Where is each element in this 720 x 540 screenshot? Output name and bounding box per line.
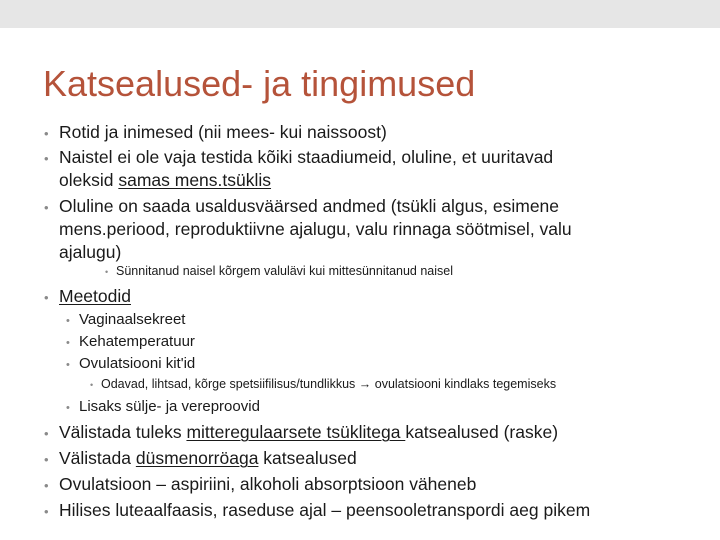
bullet-text: Vaginaalsekreet	[79, 311, 186, 328]
bullet-marker: •	[66, 359, 70, 371]
sub-sub-bullet-line	[105, 264, 454, 279]
bullet-marker: •	[44, 426, 49, 441]
bullet-line	[44, 474, 477, 495]
bullet-text: Lisaks sülje- ja vereproovid	[79, 398, 260, 415]
sub-bullet-line	[66, 355, 196, 373]
bullet-text: Sünnitanud naisel kõrgem valulävi kui mittesünnitanud naisel	[116, 264, 454, 278]
bullet-marker: •	[44, 200, 49, 215]
underlined-text: Meetodid	[59, 286, 131, 306]
sub-bullet-line	[66, 311, 186, 329]
bullet-marker: •	[105, 267, 109, 277]
bullet-marker: •	[44, 151, 49, 166]
bullet-text: Odavad, lihtsad, kõrge spetsiifilisus/tundlikkus → ovulatsiooni kindlaks tegemiseks	[101, 377, 557, 391]
bullet-text: mens.periood, reproduktiivne ajalugu, valu rinnaga söötmisel, valu	[59, 219, 572, 239]
bullet-marker: •	[66, 402, 70, 414]
bullet-marker: •	[66, 337, 70, 349]
bullet-marker: •	[44, 452, 49, 467]
bullet-line	[44, 422, 559, 443]
bullet-marker: •	[44, 290, 49, 305]
bullet-line	[44, 286, 131, 307]
bullet-line	[44, 196, 560, 217]
sub-sub-bullet-line	[90, 377, 557, 392]
bullet-continuation	[59, 219, 572, 240]
bullet-line	[44, 147, 554, 168]
bullet-marker: •	[44, 504, 49, 519]
bullet-text: Rotid ja inimesed (nii mees- kui naissoost)	[59, 122, 387, 142]
bullet-text: Ovulatsioon – aspiriini, alkoholi absorptsioon väheneb	[59, 474, 477, 494]
bullet-text: ajalugu)	[59, 242, 122, 262]
bullet-line	[44, 448, 357, 469]
bullet-marker: •	[44, 478, 49, 493]
bullet-marker: •	[90, 380, 94, 390]
bullet-text: Välistada	[59, 448, 136, 468]
bullet-text: Oluline on saada usaldusväärsed andmed (tsükli algus, esimene	[59, 196, 560, 216]
slide-title: Katsealused- ja tingimused	[43, 63, 476, 104]
bullet-text: katsealused	[258, 448, 357, 468]
bullet-text: oleksid	[59, 170, 119, 190]
bullet-text: Ovulatsiooni kit'id	[79, 355, 196, 372]
bullet-text: katsealused (raske)	[405, 422, 559, 442]
underlined-text: samas mens.tsüklis	[118, 170, 272, 190]
bullet-text: Hilises luteaalfaasis, raseduse ajal – peensooletranspordi aeg pikem	[59, 500, 591, 520]
bullet-text: Kehatemperatuur	[79, 333, 195, 350]
bullet-marker: •	[66, 315, 70, 327]
bullet-line	[44, 500, 591, 521]
bullet-text: Välistada tuleks	[59, 422, 187, 442]
underlined-text: düsmenorröaga	[135, 448, 259, 468]
bullet-text: Naistel ei ole vaja testida kõiki staadiumeid, oluline, et uuritavad	[59, 147, 554, 167]
top-band	[0, 0, 720, 28]
bullet-continuation	[59, 242, 121, 263]
bullet-continuation	[59, 170, 271, 191]
sub-bullet-line	[66, 333, 195, 351]
underlined-text: mitteregulaarsete tsüklitega	[186, 422, 406, 442]
bullet-marker: •	[44, 126, 49, 141]
sub-bullet-line	[66, 398, 260, 416]
bullet-line	[44, 122, 387, 143]
